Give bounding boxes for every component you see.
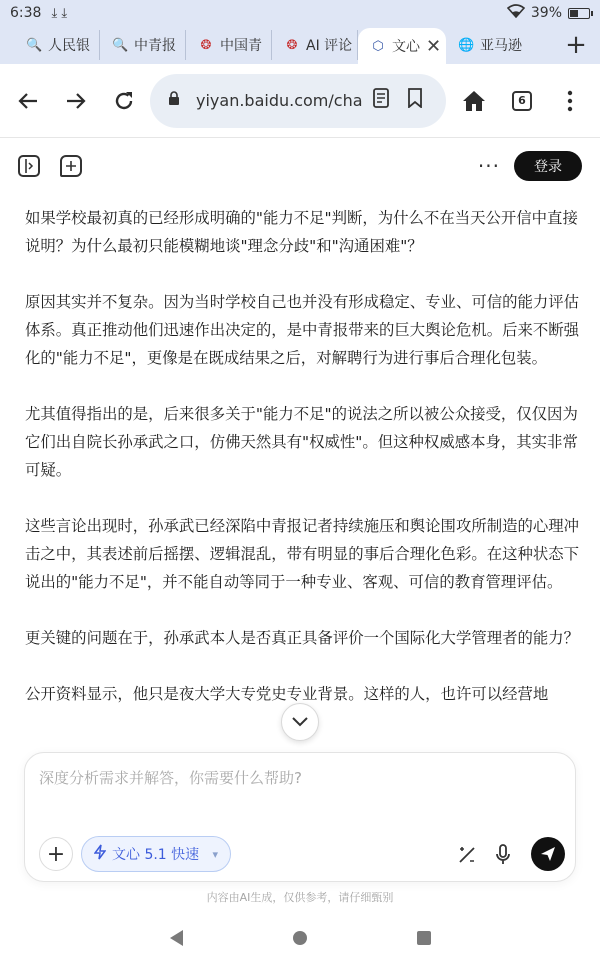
- lock-icon: [168, 91, 184, 110]
- battery-fill: [570, 10, 578, 17]
- forward-button[interactable]: [52, 89, 100, 113]
- page-header: [0, 138, 600, 194]
- chat-answer: [25, 204, 581, 736]
- send-button[interactable]: [531, 837, 565, 871]
- chevron-down-icon: ▾: [212, 847, 218, 861]
- system-nav-bar: [0, 916, 600, 960]
- new-chat-icon[interactable]: [60, 155, 82, 177]
- tab-label: AI 评论: [306, 38, 353, 54]
- sidebar-toggle-icon[interactable]: [18, 155, 40, 177]
- answer-paragraph: 尤其值得指出的是，后来很多关于"能力不足"的说法之所以被公众接受，仅仅因为它们出自院长孙承武之口，仿佛天然具有"权威性"。但这种权威感本身，其实非常可疑。: [25, 405, 578, 479]
- answer-paragraph: 更关键的问题在于，孙承武本人是否真正具备评价一个国际化大学管理者的能力？: [25, 629, 580, 647]
- battery-icon: [568, 8, 590, 19]
- menu-button[interactable]: [546, 90, 594, 112]
- status-bar: [0, 0, 600, 26]
- search-icon: 🔍: [26, 37, 43, 53]
- download-icon: ⤓ ⤓: [51, 5, 68, 21]
- back-button[interactable]: [4, 89, 52, 113]
- tab-label: 亚马逊: [480, 38, 522, 54]
- tab-zhongqingbao[interactable]: [100, 30, 186, 60]
- scroll-to-bottom-button[interactable]: [281, 703, 319, 741]
- tab-switcher-button[interactable]: [498, 91, 546, 111]
- header-actions: [478, 151, 582, 181]
- red-logo-icon: ❂: [200, 37, 212, 53]
- send-icon: [539, 845, 557, 863]
- battery-percent: 39%: [530, 5, 562, 21]
- browser-toolbar: [0, 64, 600, 138]
- tab-label: 中青报: [134, 38, 176, 54]
- ai-disclaimer: 内容由AI生成，仅供参考，请仔细甄别: [206, 891, 394, 904]
- model-selector[interactable]: [81, 836, 231, 872]
- add-attachment-button[interactable]: +: [39, 837, 73, 871]
- model-label: 文心 5.1 快速: [112, 847, 200, 863]
- answer-paragraph: 原因其实并不复杂。因为当时学校自己也并没有形成稳定、专业、可信的能力评估体系。真正推动他们迅速作出决定的，是中青报带来的巨大舆论危机。后来不断强化的"能力不足"，更像是在既成结果之后，对解聘行为进行事后合理化包装。: [25, 293, 580, 367]
- chevron-down-icon: [292, 717, 308, 727]
- browser-tab-strip: [0, 26, 600, 64]
- answer-paragraph: 如果学校最初真的已经形成明确的"能力不足"判断，为什么不在当天公开信中直接说明？为什么最初只能模糊地谈"理念分歧"和"沟通困难"？: [25, 209, 578, 255]
- address-bar[interactable]: [150, 74, 446, 128]
- tab-zhongguoqing[interactable]: [186, 30, 272, 60]
- tab-ai-pinglun[interactable]: [272, 30, 358, 60]
- status-right: [507, 4, 590, 22]
- lightning-icon: [94, 844, 106, 864]
- url-text[interactable]: yiyan.baidu.com/cha: [196, 91, 363, 110]
- home-button[interactable]: [450, 90, 498, 112]
- tab-wenxin[interactable]: [358, 28, 446, 64]
- arrow-right-icon: [64, 89, 88, 113]
- answer-paragraph: 这些言论出现时，孙承武已经深陷中青报记者持续施压和舆论围攻所制造的心理冲击之中，其表述前后摇摆、逻辑混乱，带有明显的事后合理化色彩。在这种状态下说出的"能力不足"，并不能自动等同于一种专业、客观、可信的教育管理评估。: [25, 517, 580, 591]
- more-vert-icon: [567, 90, 573, 112]
- microphone-icon[interactable]: [489, 841, 517, 869]
- status-time: 6:38: [10, 5, 42, 21]
- wifi-icon: [507, 4, 525, 22]
- tab-renmin[interactable]: [14, 30, 100, 60]
- reader-mode-icon[interactable]: [364, 88, 398, 113]
- bookmark-icon[interactable]: [398, 88, 432, 113]
- magic-icon[interactable]: [453, 841, 481, 869]
- nav-home-icon[interactable]: [293, 931, 307, 945]
- new-tab-button[interactable]: +: [565, 30, 587, 60]
- close-icon[interactable]: ✕: [426, 35, 442, 57]
- login-button[interactable]: 登录: [514, 151, 582, 181]
- tab-count: 6: [512, 91, 532, 111]
- home-icon: [462, 90, 486, 112]
- composer-placeholder[interactable]: 深度分析需求并解答，你需要什么帮助?: [39, 769, 302, 787]
- arrow-left-icon: [16, 89, 40, 113]
- reload-icon: [112, 89, 136, 113]
- red-logo-icon: ❂: [286, 37, 298, 53]
- nav-recents-icon[interactable]: [417, 931, 431, 945]
- reload-button[interactable]: [100, 89, 148, 113]
- tab-label: 人民银: [48, 38, 90, 54]
- more-icon[interactable]: ···: [477, 154, 500, 178]
- globe-icon: 🌐: [458, 37, 475, 53]
- tab-label: 文心: [392, 39, 420, 55]
- chat-composer[interactable]: [24, 752, 576, 882]
- nav-back-icon[interactable]: [170, 930, 183, 946]
- answer-paragraph: 公开资料显示，他只是夜大学大专党史专业背景。这样的人，也许可以经营地: [25, 685, 549, 703]
- tab-amazon[interactable]: [446, 30, 532, 60]
- wenxin-icon: ⬡: [372, 38, 384, 54]
- tab-label: 中国青: [220, 38, 262, 54]
- search-icon: 🔍: [112, 37, 129, 53]
